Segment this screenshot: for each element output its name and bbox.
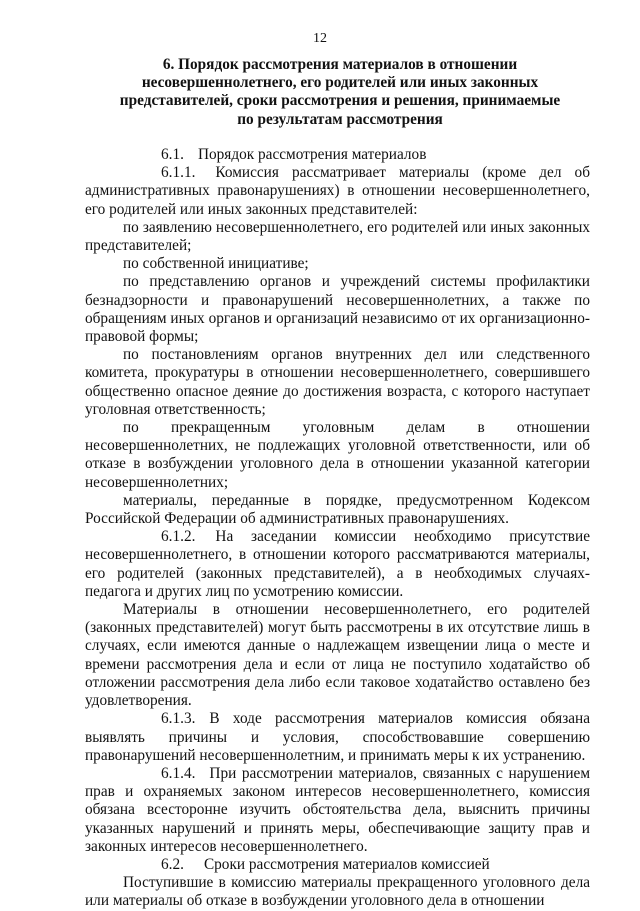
paragraph-6-1-2 — [85, 528, 590, 601]
paragraph-6-1-3 — [85, 710, 590, 765]
paragraph-text: Материалы в отношении несовершеннолетнего, его родителей (законных представителей) могут быть рассмотрены в их отсутствие лишь в случаях, если имеются данные о надлежащем извещении лица о месте и времени рассмотрения дела и если от лица не поступило ходатайство об отложении рассмотрения дела либо если таковое ходатайство оставлено без удовлетворения. — [85, 601, 590, 710]
clause-number: 6.1.2. — [161, 528, 196, 546]
paragraph-text: В ходе рассмотрения материалов комиссия обязана выявлять причины и условия, способствовавшие совершению правонарушений несовершеннолетним, и принимать меры к их устранению. — [85, 710, 590, 764]
paragraph-item — [85, 219, 590, 255]
paragraph-text: по собственной инициативе; — [123, 255, 309, 273]
page-number: 12 — [313, 31, 327, 46]
paragraph-text: по заявлению несовершеннолетнего, его родителей или иных законных представителей; — [85, 218, 590, 255]
paragraph-text: материалы, переданные в порядке, предусмотренном Кодексом Российской Федерации об административных правонарушениях. — [85, 491, 590, 528]
paragraph-6-1 — [85, 146, 590, 164]
paragraph-6-1-1 — [85, 164, 590, 219]
paragraph-text: по постановлениям органов внутренних дел или следственного комитета, прокуратуры в отношении несовершеннолетнего, совершившего общественно опасное деяние до достижения возраста, с которого наступает уголовная ответственность; — [85, 346, 590, 418]
paragraph-item — [85, 874, 590, 910]
paragraph-text: Сроки рассмотрения материалов комиссией — [203, 855, 490, 873]
paragraph-item — [85, 273, 590, 346]
paragraph-text: Комиссия рассматривает материалы (кроме дел об административных правонарушениях) в отношении несовершеннолетнего, его родителей или иных законных представителей: — [85, 164, 590, 218]
paragraph-item — [85, 492, 590, 528]
paragraph-item — [85, 255, 590, 273]
paragraph-6-2 — [85, 856, 590, 874]
clause-number: 6.1.3. — [161, 710, 196, 728]
section-heading — [80, 56, 600, 129]
clause-number: 6.1. — [161, 146, 184, 163]
heading-line: представителей, сроки рассмотрения и решения, принимаемые — [119, 92, 561, 110]
paragraph-6-1-4 — [85, 765, 590, 856]
paragraph-item — [85, 419, 590, 492]
paragraph-item — [85, 346, 590, 419]
clause-number: 6.2. — [161, 855, 184, 873]
paragraph-text: На заседании комиссии необходимо присутствие несовершеннолетнего, в отношении которого рассматриваются материалы, его родителей (законных представителей), а в необходимых случаях- педагога и других лиц по усмотрению комиссии. — [85, 528, 590, 600]
paragraph-item — [85, 601, 590, 710]
paragraph-text: Поступившие в комиссию материалы прекращенного уголовного дела или материалы об отказе в возбуждении уголовного дела в отношении — [85, 874, 590, 910]
document-body — [85, 146, 590, 911]
heading-line: несовершеннолетнего, его родителей или иных законных — [141, 74, 539, 92]
clause-number: 6.1.1. — [161, 164, 196, 182]
paragraph-text: по представлению органов и учреждений системы профилактики безнадзорности и правонарушений несовершеннолетних, а также по обращениям иных органов и организаций независимо от их организационно-правовой формы; — [85, 273, 590, 346]
heading-line: по результатам рассмотрения — [237, 110, 443, 128]
clause-number: 6.1.4. — [161, 764, 196, 782]
paragraph-text: При рассмотрении материалов, связанных с нарушением прав и охраняемых законом интересов несовершеннолетнего, комиссия обязана всесторонне изучить обстоятельства дела, выяснить причины указанных нарушений и принять меры, обеспечивающие защиту прав и законных интересов несовершеннолетнего. — [85, 764, 590, 855]
heading-line: 6. Порядок рассмотрения материалов в отношении — [162, 56, 518, 73]
paragraph-text: Порядок рассмотрения материалов — [197, 146, 427, 163]
paragraph-text: по прекращенным уголовным делам в отношении несовершеннолетних, не подлежащих уголовной ответственности, или об отказе в возбуждении уголовного дела в отношении указанной категории несовершеннолетних; — [85, 419, 590, 491]
